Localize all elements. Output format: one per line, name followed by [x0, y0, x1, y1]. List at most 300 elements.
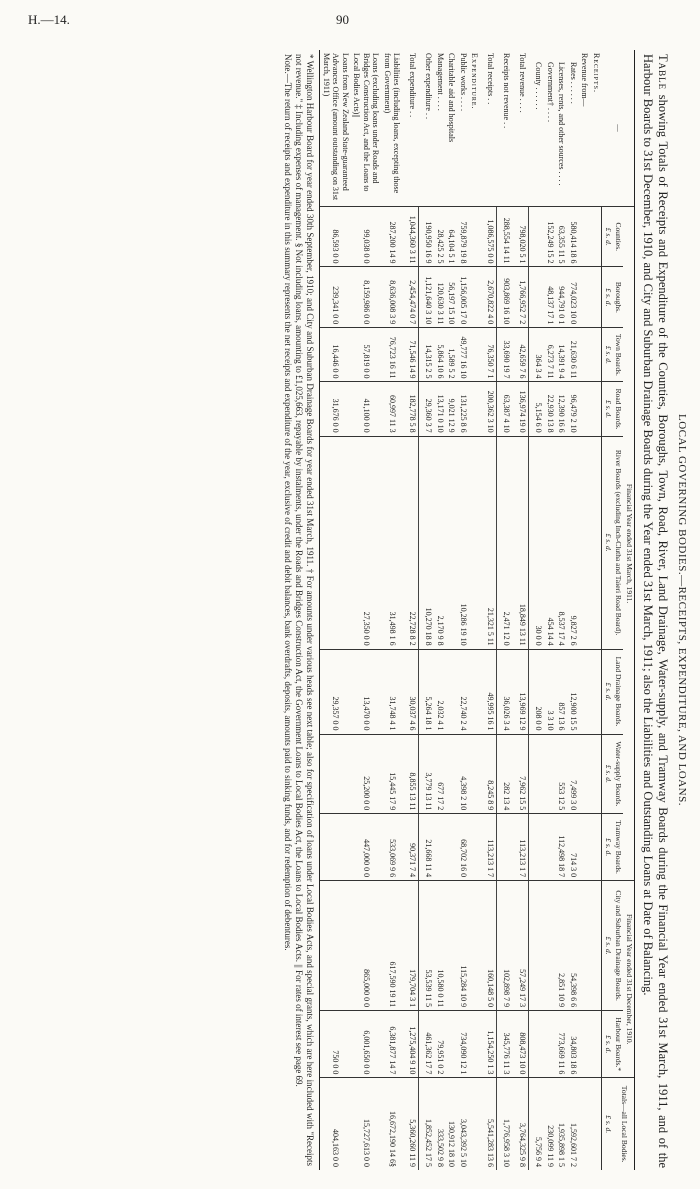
table-title: [640, 54, 670, 1168]
value-cell: 49,995 16 1: [485, 649, 497, 734]
value-cell: [545, 1011, 557, 1078]
value-cell: 364 3 4: [533, 328, 545, 382]
value-cell: [446, 881, 458, 1011]
currency-header: £ s. d.: [602, 267, 613, 328]
empty-cell: [579, 382, 591, 436]
spacer-cell: [403, 436, 407, 649]
value-cell: 5,864 10 6: [435, 328, 447, 382]
header-group-1911: Financial Year ended 31st March, 1911.: [624, 207, 635, 881]
value-cell: 14,391 9 4: [556, 328, 568, 382]
value-cell: 152,249 15 2: [545, 207, 557, 267]
value-cell: 131,225 8 6: [458, 382, 470, 436]
spacer-cell: [481, 1078, 485, 1170]
spacer-cell: [497, 207, 502, 267]
empty-cell: [469, 207, 481, 267]
value-cell: 3,043,392 5 10: [458, 1078, 470, 1170]
empty-cell: [469, 436, 481, 649]
spacer-cell: [419, 1078, 424, 1170]
spacer-cell: [403, 382, 407, 436]
value-cell: 9,827 2 6: [568, 436, 580, 649]
value-cell: 71,546 14 9: [407, 328, 419, 382]
page-ref: H.—14.: [28, 12, 70, 27]
value-cell: 21,321 5 11: [485, 436, 497, 649]
value-cell: 29,360 3 7: [423, 382, 435, 436]
empty-cell: [591, 328, 603, 382]
empty-cell: [469, 1078, 481, 1170]
table-row: [568, 50, 580, 1170]
currency-header: £ s. d.: [602, 649, 613, 734]
spacer-cell: [497, 50, 502, 207]
value-cell: 10,270 18 8: [423, 436, 435, 649]
value-cell: 48,137 17 1: [545, 267, 557, 328]
value-cell: 1,589 5 2: [446, 328, 458, 382]
value-cell: 1,776,958 3 10: [501, 1078, 513, 1170]
value-cell: 63,355 11 5: [556, 207, 568, 267]
value-cell: 774,023 10 0: [568, 267, 580, 328]
value-cell: 113,213 1 7: [517, 814, 529, 881]
value-cell: 287,200 14 9: [382, 207, 403, 267]
value-cell: [446, 814, 458, 881]
value-cell: [533, 267, 545, 328]
value-cell: 773,669 11 6: [556, 1011, 568, 1078]
empty-cell: [579, 734, 591, 814]
table-row: [423, 50, 435, 1170]
value-cell: 13,470 0 0: [351, 649, 382, 734]
value-cell: 13,171 0 10: [435, 382, 447, 436]
value-cell: [446, 649, 458, 734]
currency-header: £ s. d.: [602, 436, 613, 649]
value-cell: 49,777 16 10: [458, 328, 470, 382]
spacer-cell: [419, 734, 424, 814]
spacer-cell: [403, 734, 407, 814]
footnote-1: * Wellington Harbour Board for year ended 30th September, 1910; and City and Suburban Drainage Boards for year ended 31st March, 1911. † For amounts under various heads see next table; also for specification of loans under Local Bodies Acts, and special grants, which are here included with "Receipts not revenue." ‡ Including expenses of management. § Not including loans, amounting to £1,025,663, repayable by instalments, under the Roads and Bridges Construction Act, the Government Loans to Local Bodies Act, the Loans to Local Bodies Acts. || For rates of interest see page 69.: [294, 54, 316, 1166]
value-cell: 5,264 18 1: [423, 649, 435, 734]
value-cell: 239,341 0 0: [320, 267, 351, 328]
value-cell: 808,473 10 0: [517, 1011, 529, 1078]
value-cell: 404,163 0 0: [320, 1078, 351, 1170]
header-road: Road Boards.: [613, 382, 624, 436]
value-cell: [533, 814, 545, 881]
row-label-public-works: Public works . . . .: [459, 53, 468, 111]
header-blank: —: [602, 50, 635, 207]
empty-cell: [469, 881, 481, 1011]
rotated-table-page: [30, 50, 690, 1170]
empty-cell: [469, 382, 481, 436]
value-cell: [446, 1011, 458, 1078]
value-cell: 112,498 18 7: [556, 814, 568, 881]
header-land: Land Drainage Boards.: [613, 649, 624, 734]
spacer-cell: [419, 267, 424, 328]
spacer-cell: [497, 734, 502, 814]
value-cell: 617,590 19 11: [382, 881, 403, 1011]
value-cell: [533, 734, 545, 814]
spacer-cell: [497, 881, 502, 1011]
value-cell: 18,849 13 11: [517, 436, 529, 649]
spacer-cell: [513, 1078, 517, 1170]
value-cell: 68,702 16 0: [458, 814, 470, 881]
value-cell: 12,900 15 5: [568, 649, 580, 734]
expenditure-heading: Expenditure.: [470, 53, 480, 110]
spacer-cell: [419, 50, 424, 207]
spacer-cell: [403, 649, 407, 734]
value-cell: 28,425 2 5: [435, 207, 447, 267]
currency-header: £ s. d.: [602, 734, 613, 814]
spacer-cell: [419, 649, 424, 734]
value-cell: [446, 734, 458, 814]
value-cell: 120,630 3 11: [435, 267, 447, 328]
table-row: [407, 50, 419, 1170]
empty-cell: [591, 881, 603, 1011]
value-cell: 2,170 9 8: [435, 436, 447, 649]
value-cell: 86,593 0 0: [320, 207, 351, 267]
spacer-cell: [513, 649, 517, 734]
value-cell: 200,362 3 10: [485, 382, 497, 436]
empty-cell: [591, 1078, 603, 1170]
value-cell: 1,766,952 7 2: [517, 267, 529, 328]
empty-cell: [591, 814, 603, 881]
value-cell: 533,069 9 6: [382, 814, 403, 881]
spacer-cell: [481, 328, 485, 382]
value-cell: 2,032 4 1: [435, 649, 447, 734]
table-row: [382, 50, 403, 1170]
header-tramway: Tramway Boards.: [613, 814, 624, 881]
value-cell: 1,935,898 1 5: [556, 1078, 568, 1170]
value-cell: 57,819 0 0: [351, 328, 382, 382]
row-label-licenses: Licenses, rents, and other sources . . . .: [557, 62, 567, 186]
footnotes: [283, 50, 316, 1170]
currency-header: £ s. d.: [602, 1011, 613, 1078]
value-cell: [545, 881, 557, 1011]
value-cell: 79,951 0 2: [435, 1011, 447, 1078]
value-cell: 2,851 10 9: [556, 881, 568, 1011]
spacer-cell: [481, 436, 485, 649]
value-cell: 230,099 11 9: [545, 1078, 557, 1170]
empty-cell: [591, 436, 603, 649]
value-cell: 10,286 19 10: [458, 436, 470, 649]
value-cell: 903,869 16 10: [501, 267, 513, 328]
value-cell: 90,371 7 4: [407, 814, 419, 881]
row-label-management: Management . . . .: [436, 53, 445, 111]
value-cell: 2,670,822 4 0: [485, 267, 497, 328]
value-cell: 22,930 13 8: [545, 382, 557, 436]
spacer-cell: [419, 436, 424, 649]
value-cell: 7,962 15 5: [517, 734, 529, 814]
spacer-cell: [403, 328, 407, 382]
value-cell: 25,200 0 0: [351, 734, 382, 814]
empty-cell: [579, 814, 591, 881]
currency-header: £ s. d.: [602, 814, 613, 881]
currency-header: £ s. d.: [602, 1078, 613, 1170]
spacer-cell: [481, 1011, 485, 1078]
value-cell: 160,148 5 0: [485, 881, 497, 1011]
spacer-cell: [481, 382, 485, 436]
value-cell: 1,852,452 17 5: [423, 1078, 435, 1170]
currency-header: £ s. d.: [602, 382, 613, 436]
value-cell: 42,659 7 6: [517, 328, 529, 382]
spacer-cell: [497, 1078, 502, 1170]
value-cell: [545, 734, 557, 814]
value-cell: 41,100 0 0: [351, 382, 382, 436]
value-cell: [533, 207, 545, 267]
value-cell: 15,445 17 9: [382, 734, 403, 814]
value-cell: 1,121,640 3 10: [423, 267, 435, 328]
row-label-charitable: Charitable aid and hospitals: [447, 53, 457, 143]
spacer-cell: [497, 814, 502, 881]
empty-cell: [469, 814, 481, 881]
row-label-other-exp: Other expenditure . .: [424, 53, 434, 119]
value-cell: 182,778 5 8: [407, 382, 419, 436]
value-cell: 345,776 11 3: [501, 1011, 513, 1078]
spacer-cell: [529, 50, 534, 207]
value-cell: 333,502 9 8: [435, 1078, 447, 1170]
empty-cell: [469, 734, 481, 814]
value-cell: 34,803 18 6: [568, 1011, 580, 1078]
header-harbour: Harbour Boards.*: [613, 1011, 624, 1078]
table-row: [351, 50, 382, 1170]
row-label-county: County . . . . . .: [534, 62, 544, 110]
value-cell: 2,454,474 0 7: [407, 267, 419, 328]
value-cell: 8,159,986 0 0: [351, 267, 382, 328]
value-cell: 8,855 13 11: [407, 734, 419, 814]
spacer-cell: [403, 1011, 407, 1078]
value-cell: [435, 814, 447, 881]
value-cell: 99,038 0 0: [351, 207, 382, 267]
value-cell: [320, 734, 351, 814]
row-label-total-expenditure: Total expenditure . .: [408, 53, 418, 118]
spacer-cell: [419, 1011, 424, 1078]
spacer-cell: [481, 50, 485, 207]
value-cell: 33,690 19 7: [501, 328, 513, 382]
spacer-cell: [513, 436, 517, 649]
value-cell: 136,974 19 0: [517, 382, 529, 436]
spacer-cell: [497, 649, 502, 734]
value-cell: [533, 881, 545, 1011]
row-label-government: Government† . . . .: [546, 62, 555, 122]
value-cell: 60,997 11 3: [382, 382, 403, 436]
value-cell: 288,554 14 11: [501, 207, 513, 267]
spacer-cell: [529, 267, 534, 328]
table-row: [446, 50, 458, 1170]
value-cell: 190,950 16 9: [423, 207, 435, 267]
spacer-cell: [403, 881, 407, 1011]
value-cell: 208 0 0: [533, 649, 545, 734]
value-cell: 31,676 0 0: [320, 382, 351, 436]
row-label-rates: Rates . . . . . .: [569, 62, 578, 104]
empty-cell: [591, 1011, 603, 1078]
value-cell: 115,284 10 9: [458, 881, 470, 1011]
spacer-cell: [529, 814, 534, 881]
summary-table: [320, 50, 636, 1170]
value-cell: 16,672,190 14 6§: [382, 1078, 403, 1170]
value-cell: 63,387 4 10: [501, 382, 513, 436]
value-cell: 31,498 1 6: [382, 436, 403, 649]
spacer-cell: [529, 1078, 534, 1170]
revenue-from-label: Revenue from—: [580, 53, 590, 107]
header-city: City and Suburban Drainage Boards.: [613, 881, 624, 1011]
row-label-loans-state: Loans from New Zealand State-guaranteed Advances Office (amount outstanding on 31st March, 1911): [320, 50, 351, 207]
spacer-cell: [497, 328, 502, 382]
value-cell: 1,086,575 0 0: [485, 207, 497, 267]
spacer-cell: [529, 649, 534, 734]
spacer-cell: [513, 814, 517, 881]
value-cell: 714 3 0: [568, 814, 580, 881]
currency-header: £ s. d.: [602, 328, 613, 382]
value-cell: 10,580 0 11: [435, 881, 447, 1011]
spacer-cell: [529, 881, 534, 1011]
value-cell: 53,539 11 5: [423, 881, 435, 1011]
value-cell: 36,026 3 4: [501, 649, 513, 734]
header-group-1910: Financial Year ended 31st December, 1910.: [624, 881, 635, 1078]
empty-cell: [579, 1011, 591, 1078]
value-cell: [501, 814, 513, 881]
value-cell: 2,471 12 0: [501, 436, 513, 649]
spacer-cell: [403, 1078, 407, 1170]
spacer-cell: [403, 814, 407, 881]
table-row: [458, 50, 470, 1170]
table-row: [545, 50, 557, 1170]
value-cell: 76,350 7 1: [485, 328, 497, 382]
spacer-cell: [481, 881, 485, 1011]
value-cell: [320, 814, 351, 881]
spacer-cell: [513, 881, 517, 1011]
header-water: Water-supply Boards.: [613, 734, 624, 814]
value-cell: 3,764,325 9 8: [517, 1078, 529, 1170]
empty-cell: [579, 649, 591, 734]
spacer-cell: [513, 382, 517, 436]
value-cell: 1,044,360 3 11: [407, 207, 419, 267]
value-cell: 6,381,877 14 7: [382, 1011, 403, 1078]
spacer-cell: [529, 382, 534, 436]
value-cell: 3,779 13 11: [423, 734, 435, 814]
spacer-cell: [481, 814, 485, 881]
receipts-heading: Receipts.: [592, 53, 601, 94]
value-cell: 1,592,601 7 2: [568, 1078, 580, 1170]
value-cell: 454 14 4: [545, 436, 557, 649]
value-cell: 76,723 16 11: [382, 328, 403, 382]
value-cell: 13,969 12 9: [517, 649, 529, 734]
value-cell: 12,390 16 6: [556, 382, 568, 436]
spacer-cell: [403, 207, 407, 267]
value-cell: 21,668 11 4: [423, 814, 435, 881]
value-cell: 759,879 19 8: [458, 207, 470, 267]
value-cell: 22,728 8 2: [407, 436, 419, 649]
value-cell: 21,630 6 11: [568, 328, 580, 382]
value-cell: 5,360,260 11 9: [407, 1078, 419, 1170]
value-cell: 56,197 15 10: [446, 267, 458, 328]
value-cell: 29,357 0 0: [320, 649, 351, 734]
spacer-cell: [403, 267, 407, 328]
empty-cell: [591, 382, 603, 436]
spacer-cell: [513, 50, 517, 207]
row-label-not-revenue: Receipts not revenue . .: [502, 53, 512, 129]
value-cell: 750 0 0: [320, 1011, 351, 1078]
spacer-cell: [529, 436, 534, 649]
value-cell: 282 13 4: [501, 734, 513, 814]
row-label-loans-excl: Loans (excluding loans under Roads and Bridges Construction Act, and the Loans to Local Bodies Acts)||: [352, 53, 381, 192]
value-cell: 8,245 8 9: [485, 734, 497, 814]
empty-cell: [469, 649, 481, 734]
page-number: 90: [336, 12, 349, 27]
empty-cell: [469, 267, 481, 328]
value-cell: 461,362 17 7: [423, 1011, 435, 1078]
value-cell: 22,740 2 4: [458, 649, 470, 734]
empty-cell: [591, 207, 603, 267]
spacer-cell: [419, 814, 424, 881]
value-cell: 57,249 17 3: [517, 881, 529, 1011]
spacer-cell: [481, 649, 485, 734]
value-cell: 1,154,250 1 3: [485, 1011, 497, 1078]
value-cell: 944,791 0 1: [556, 267, 568, 328]
value-cell: 8,636,008 3 9: [382, 267, 403, 328]
value-cell: 130,912 18 10: [446, 1078, 458, 1170]
spacer-cell: [529, 328, 534, 382]
value-cell: 5,756 9 4: [533, 1078, 545, 1170]
value-cell: 102,898 7 9: [501, 881, 513, 1011]
spacer-cell: [419, 881, 424, 1011]
empty-cell: [591, 649, 603, 734]
empty-cell: [579, 207, 591, 267]
header-boroughs: Boroughs.: [613, 267, 624, 328]
row-label-total-receipts: Total receipts . .: [486, 53, 496, 105]
value-cell: 96,479 2 10: [568, 382, 580, 436]
spacer-cell: [419, 207, 424, 267]
table-row: [517, 50, 529, 1170]
value-cell: 3 3 10: [545, 649, 557, 734]
value-cell: 1,275,404 9 10: [407, 1011, 419, 1078]
value-cell: [533, 1011, 545, 1078]
empty-cell: [591, 734, 603, 814]
spacer-cell: [513, 1011, 517, 1078]
value-cell: 5,541,283 13 6: [485, 1078, 497, 1170]
table-row: [501, 50, 513, 1170]
empty-cell: [591, 267, 603, 328]
value-cell: 6,001,650 0 0: [351, 1011, 382, 1078]
value-cell: 15,727,613 0 0: [351, 1078, 382, 1170]
spacer-cell: [419, 382, 424, 436]
value-cell: 179,704 3 1: [407, 881, 419, 1011]
value-cell: 64,104 5 1: [446, 207, 458, 267]
table-row: [320, 50, 351, 1170]
value-cell: 7,499 3 0: [568, 734, 580, 814]
spacer-cell: [513, 734, 517, 814]
value-cell: 113,213 1 7: [485, 814, 497, 881]
spacer-cell: [481, 734, 485, 814]
value-cell: 8,537 17 4: [556, 436, 568, 649]
spacer-cell: [481, 267, 485, 328]
spacer-cell: [403, 50, 407, 207]
footnote-note: Note.—The return of receipts and expenditure in this summary represents the net receipts and expenditure of the year, exclusive of credit and debit balances, bank overdrafts, deposits, amounts paid to sinking funds, and for redemption of debentures.: [283, 54, 294, 951]
table-row: [556, 50, 568, 1170]
table-row: [485, 50, 497, 1170]
value-cell: 54,398 6 6: [568, 881, 580, 1011]
spacer-cell: [497, 436, 502, 649]
value-cell: 677 17 2: [435, 734, 447, 814]
spacer-cell: [497, 382, 502, 436]
header-town: Town Boards.: [613, 328, 624, 382]
value-cell: 857 13 6: [556, 649, 568, 734]
spacer-cell: [513, 207, 517, 267]
spacer-cell: [529, 207, 534, 267]
header-river: River Boards (excluding Inch-Clutha and Taieri Road Board).: [613, 436, 624, 649]
value-cell: [320, 881, 351, 1011]
value-cell: 30,037 4 6: [407, 649, 419, 734]
table-row: [533, 50, 545, 1170]
spacer-cell: [529, 1011, 534, 1078]
value-cell: [446, 436, 458, 649]
spacer-cell: [497, 1011, 502, 1078]
header-totals: Totals—all Local Bodies.: [613, 1078, 635, 1170]
spacer-cell: [513, 328, 517, 382]
